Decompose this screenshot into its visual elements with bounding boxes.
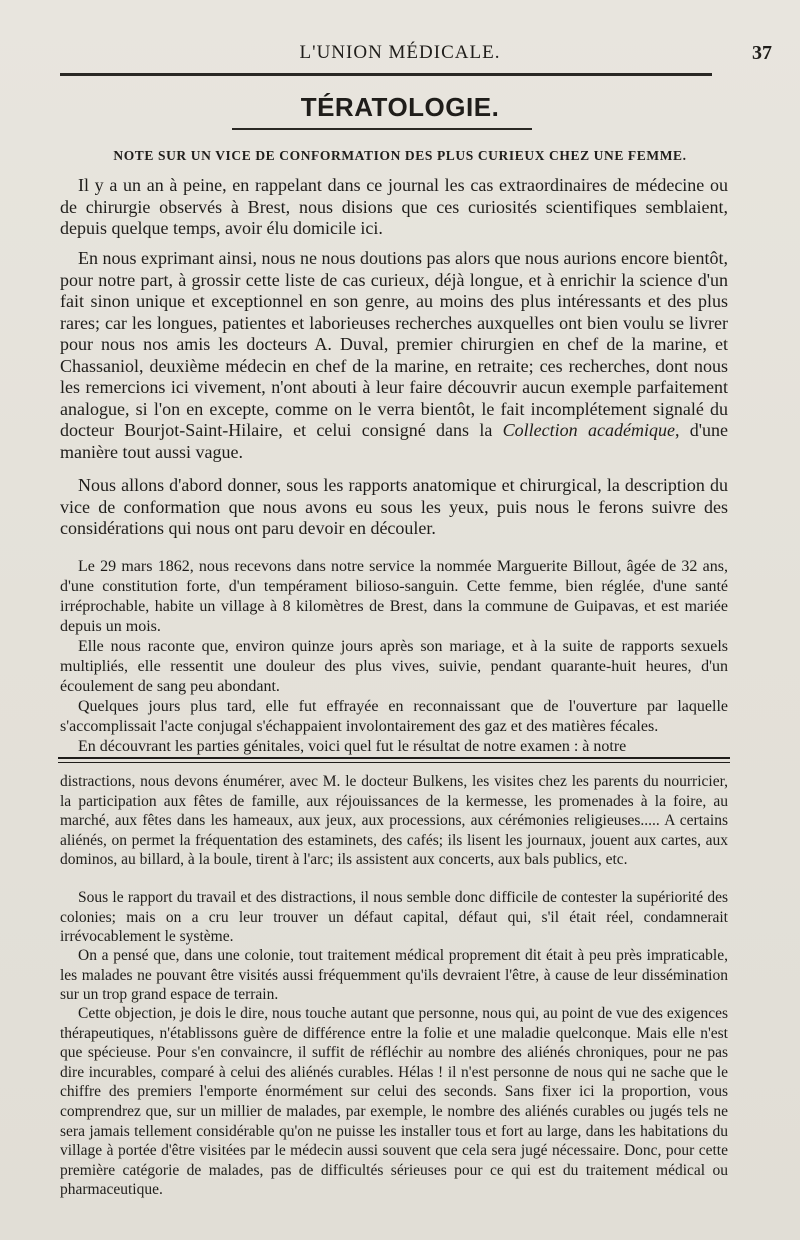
running-head xyxy=(0,42,800,72)
case-paragraph-4: En découvrant les parties génitales, voici quel fut le résultat de notre examen : à notre xyxy=(78,738,627,755)
intro-paragraph-1: Il y a un an à peine, en rappelant dans ce journal les cas extraordinaires de médecine ou de chirurgie observés à Brest, nous disions que ces curiosités scientifiques semblaient, depuis quelque temps, avoir élu domicile ici. xyxy=(60,175,728,238)
collection-academique-citation: Collection académique xyxy=(502,420,675,440)
intro-paragraph-2 xyxy=(60,248,728,463)
header-rule xyxy=(60,73,712,76)
intro-paragraph-2-end: , d'une manière tout aussi vague. xyxy=(60,420,728,462)
intro-paragraph-3: Nous allons d'abord donner, sous les rapports anatomique et chirurgical, la description du vice de conformation que nous avons eu sous les yeux, puis nous le ferons suivre des considérations qui nous ont paru devoir en découler. xyxy=(60,475,728,538)
feuilleton-paragraph-3: On a pensé que, dans une colonie, tout traitement médical proprement dit était à peu près impraticable, les malades ne pouvant être visités aussi fréquemment qu'ils devraient l'être, à cause de leur dissémination sur un trop grand espace de terrain. xyxy=(60,947,728,1004)
feuilleton-separator xyxy=(58,757,730,763)
section-title: TÉRATOLOGIE. xyxy=(300,92,500,122)
article-title: NOTE SUR UN VICE DE CONFORMATION DES PLUS CURIEUX CHEZ UNE FEMME. xyxy=(113,148,687,163)
feuilleton-paragraph-1: distractions, nous devons énumérer, avec M. le docteur Bulkens, les visites chez les parents du nourricier, la participation aux fêtes de famille, aux réjouissances de la kermesse, les promenades à la foire, au marché, aux fêtes dans les hameaux, aux jeux, aux processions, aux cérémonies religieuses..... A certains aliénés, on permet la fréquentation des estaminets, des cafés; ils lisent les journaux, jouent aux cartes, aux dominos, au billard, à la boule, tirent à l'arc; ils assistent aux concerts, aux bals publics, etc. xyxy=(60,773,728,869)
title-rule xyxy=(232,128,532,130)
feuilleton-paragraph-4: Cette objection, je dois le dire, nous touche autant que personne, nous qui, au point de vue des exigences thérapeutiques, n'établissons guère de différence entre la folie et une maladie quelconque. Mais elle n'est que spécieuse. Pour s'en convaincre, il suffit de réfléchir au nombre des aliénés chroniques, pour ne pas dire incurables, comparé à celui des aliénés curables. Hélas ! il n'est personne de nous qui ne sache que le chiffre des premiers l'emporte énormément sur celui des seconds. Sans fixer ici la proportion, vous comprendrez que, sur un millier de malades, par exemple, le nombre des aliénés curables ou jugés tels ne sera jamais tellement considérable qu'on ne puisse les installer tous et fort au large, dans les habitations du village à portée d'être visitées par le médecin aussi souvent que cela sera jugé nécessaire. Donc, pour cette première catégorie de malades, pas de difficultés sérieuses pour ce qui est du traitement médical ou pharmaceutique. xyxy=(60,1005,728,1199)
intro-paragraph-2-text: En nous exprimant ainsi, nous ne nous doutions pas alors que nous aurions encore bientôt, pour notre part, à grossir cette liste de cas curieux, déjà longue, et à enrichir la science d'un fait sinon unique et exceptionnel en son genre, au moins des plus intéressants et des plus rares; car les longues, patientes et laborieuses recherches auxquelles ont bien voulu se livrer pour nous nos amis les docteurs A. Duval, premier chirurgien en chef de la marine, et Chassaniol, deuxième médecin en chef de la marine, en retraite; ces recherches, dont nous les remercions ici vivement, n'ont abouti à leur faire découvrir aucun exemple parfaitement analogue, si l'on en excepte, comme on le verra bientôt, le fait incomplétement signalé du docteur Bourjot-Saint-Hilaire, et celui consigné dans la xyxy=(60,248,728,440)
case-paragraph-2: Elle nous raconte que, environ quinze jours après son mariage, et à la suite de rapports sexuels multipliés, elle ressentit une douleur des plus vives, suivie, pendant quarante-huit heures, d'un écoulement de sang peu abondant. xyxy=(60,638,728,695)
case-paragraph-3: Quelques jours plus tard, elle fut effrayée en reconnaissant que de l'ouverture par laquelle s'accomplissait l'acte conjugal s'échappaient involontairement des gaz et des matières fécales. xyxy=(60,698,728,735)
case-paragraph-1: Le 29 mars 1862, nous recevons dans notre service la nommée Marguerite Billout, âgée de 32 ans, d'une constitution forte, d'un tempérament bilioso-sanguin. Cette femme, bien réglée, d'une santé irréprochable, habite un village à 8 kilomètres de Brest, dans la commune de Guipavas, et est mariée depuis un mois. xyxy=(60,558,728,635)
feuilleton-paragraph-2: Sous le rapport du travail et des distractions, il nous semble donc difficile de contester la supériorité des colonies; mais on a cru leur trouver un défaut capital, défaut qui, s'il était réel, condamnerait irrévocablement le système. xyxy=(60,889,728,946)
journal-title: L'UNION MÉDICALE. xyxy=(299,42,501,63)
page-number: 37 xyxy=(752,42,772,64)
